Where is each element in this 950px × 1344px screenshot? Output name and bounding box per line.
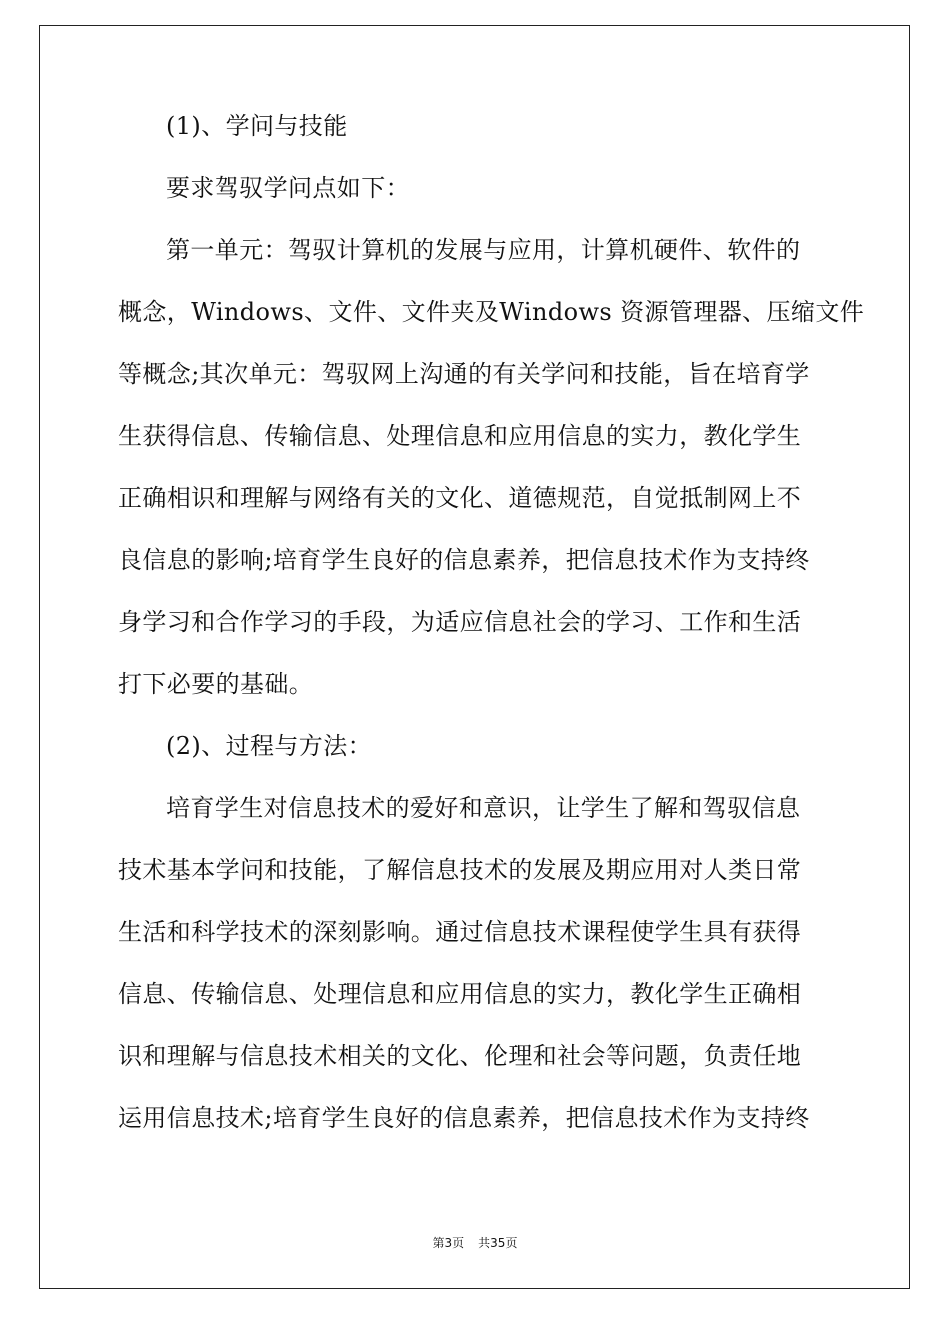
paragraph-line: 生获得信息、传输信息、处理信息和应用信息的实力，教化学生 <box>118 422 802 450</box>
section-heading-process-methods: (2)、过程与方法： <box>166 732 372 760</box>
paragraph-line: 技术基本学问和技能，了解信息技术的发展及期应用对人类日常 <box>118 856 802 884</box>
paragraph-line: 信息、传输信息、处理信息和应用信息的实力，教化学生正确相 <box>118 980 802 1008</box>
page-border <box>39 25 910 1289</box>
paragraph-line: 身学习和合作学习的手段，为适应信息社会的学习、工作和生活 <box>118 608 802 636</box>
paragraph-line: 打下必要的基础。 <box>118 670 314 698</box>
paragraph-line: 正确相识和理解与网络有关的文化、道德规范，自觉抵制网上不 <box>118 484 802 512</box>
paragraph-line: 概念，Windows、文件、文件夹及Windows 资源管理器、压缩文件 <box>118 298 865 326</box>
page-total: 共35页 <box>478 1236 518 1250</box>
paragraph-line: 运用信息技术;培育学生良好的信息素养，把信息技术作为支持终 <box>118 1104 810 1132</box>
paragraph-line: 第一单元：驾驭计算机的发展与应用，计算机硬件、软件的 <box>166 236 801 264</box>
paragraph-line: 等概念;其次单元：驾驭网上沟通的有关学问和技能，旨在培育学 <box>118 360 810 388</box>
paragraph-line: 识和理解与信息技术相关的文化、伦理和社会等问题，负责任地 <box>118 1042 802 1070</box>
page-number: 第3页 <box>432 1236 465 1250</box>
paragraph-line: 培育学生对信息技术的爱好和意识，让学生了解和驾驭信息 <box>166 794 801 822</box>
page-footer <box>0 1234 950 1251</box>
paragraph-line: 良信息的影响;培育学生良好的信息素养，把信息技术作为支持终 <box>118 546 810 574</box>
section-heading-knowledge-skills: (1)、学问与技能 <box>166 112 348 140</box>
paragraph-line: 生活和科学技术的深刻影响。通过信息技术课程使学生具有获得 <box>118 918 802 946</box>
paragraph-line: 要求驾驭学问点如下： <box>166 174 410 202</box>
